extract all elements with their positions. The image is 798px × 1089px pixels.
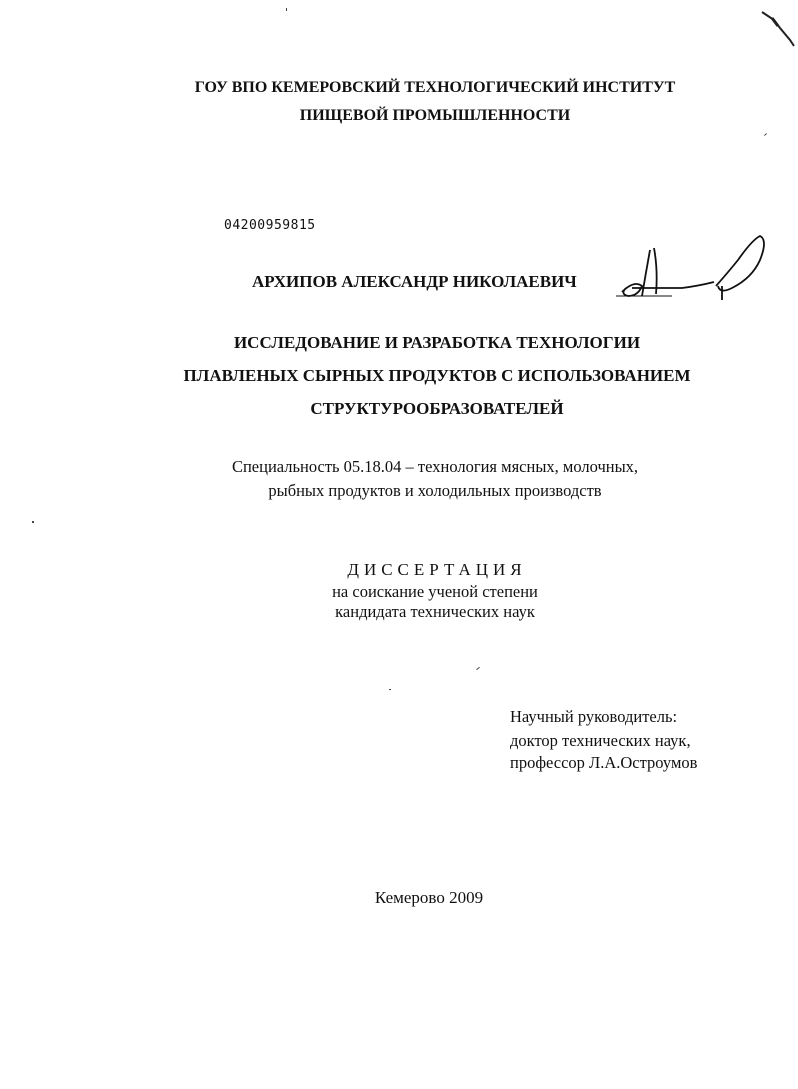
supervisor-name: профессор Л.А.Остроумов	[510, 753, 698, 772]
title-line-3: СТРУКТУРООБРАЗОВАТЕЛЕЙ	[310, 399, 564, 418]
city-year: Кемерово 2009	[374, 888, 484, 907]
institution-line-1: ГОУ ВПО КЕМЕРОВСКИЙ ТЕХНОЛОГИЧЕСКИЙ ИНСТИТУТ	[194, 79, 676, 96]
scan-artifact-corner	[750, 4, 798, 50]
supervisor-label: Научный руководитель:	[510, 707, 678, 726]
dissertation-heading: ДИССЕРТАЦИЯ	[347, 560, 527, 579]
dissertation-degree-line-2: кандидата технических наук	[335, 602, 535, 621]
scan-speck	[389, 689, 391, 690]
author-name: АРХИПОВ АЛЕКСАНДР НИКОЛАЕВИЧ	[252, 272, 577, 291]
specialty-line-1: Специальность 05.18.04 – технология мясных, молочных,	[231, 457, 639, 476]
signature-icon	[612, 230, 772, 310]
supervisor-degree: доктор технических наук,	[510, 731, 691, 750]
scan-speck	[32, 521, 34, 523]
institution-line-2: ПИЩЕВОЙ ПРОМЫШЛЕННОСТИ	[299, 107, 571, 124]
scan-speck	[476, 667, 480, 670]
title-line-2: ПЛАВЛЕНЫХ СЫРНЫХ ПРОДУКТОВ С ИСПОЛЬЗОВАНИЕМ	[183, 366, 691, 385]
inventory-number: 04200959815	[224, 218, 316, 233]
specialty-line-2: рыбных продуктов и холодильных производств	[268, 481, 602, 500]
title-line-1: ИССЛЕДОВАНИЕ И РАЗРАБОТКА ТЕХНОЛОГИИ	[233, 333, 641, 352]
scan-speck	[286, 8, 287, 11]
dissertation-degree-line-1: на соискание ученой степени	[332, 582, 538, 601]
scan-speck	[764, 133, 767, 136]
